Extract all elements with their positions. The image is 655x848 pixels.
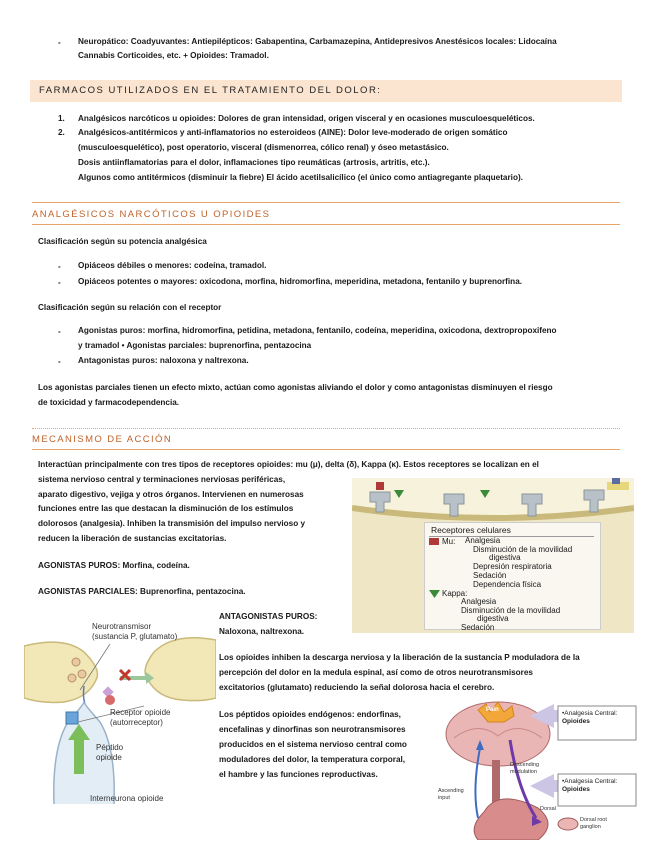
mechanism-p3-line-4: moduladores del dolor, la temperatura corporal, <box>219 755 406 764</box>
ascending-line-1: Ascending <box>438 788 464 794</box>
class2-bullet-1-line-2: y tramadol • Agonistas parciales: buprenorfina, pentazocina <box>78 341 312 350</box>
item-2-line-1: Analgésicos-antitérmicos y anti-inflamatorios no esteroideos (AINE): Dolor leve-moderado de origen somático <box>78 128 508 137</box>
central-analgesia-1-line-1: •Analgesia Central: <box>562 710 618 717</box>
section-header-farmacos <box>30 80 622 102</box>
receptor-label-line-1: Receptor opioide <box>110 708 171 717</box>
kappa-label: Kappa: <box>442 589 468 598</box>
dorsal-root-label <box>580 817 607 831</box>
central-analgesia-label-1 <box>562 710 617 726</box>
descending-line-1: Descending <box>510 762 540 768</box>
peptide-label-line-2: opioide <box>96 753 122 762</box>
class2-title: Clasificación según su relación con el receptor <box>38 303 222 312</box>
class1-bullet-2: Opiáceos potentes o mayores: oxicodona, morfina, hidromorfina, meperidina, metadona, fentanilo y buprenorfina. <box>78 277 523 286</box>
kappa-item: Disminución de la movilidad <box>461 605 561 615</box>
bullet-dash: - <box>58 38 61 47</box>
class2-bullet-1-line-1: Agonistas puros: morfina, hidromorfina, petidina, metadona, fentanilo, codeína, meperidina, oxicodona, dextropropoxifeno <box>78 326 557 335</box>
item-2-line-4: Algunos como antitérmicos (disminuir la fiebre) El ácido acetilsalicílico (el único como antiagregante plaquetario). <box>78 173 523 182</box>
dorsal-horn-label: Dorsal <box>540 806 556 812</box>
mechanism-p1-line-2: sistema nervioso central y terminaciones nerviosas periféricas, <box>38 475 286 484</box>
class2-bullet-2: Antagonistas puros: naloxona y naltrexona. <box>78 356 249 365</box>
kappa-items <box>461 598 560 633</box>
mu-label: Mu: <box>442 537 456 546</box>
mechanism-p2-line-3: excitatorios (glutamato) reduciendo la señal dolorosa hacia el cerebro. <box>219 683 495 692</box>
mu-swatch <box>429 538 439 545</box>
kappa-swatch <box>429 590 440 598</box>
central-analgesia-label-2 <box>562 778 617 794</box>
bullet-dash: - <box>58 262 61 271</box>
mu-item: Depresión respiratoria <box>473 562 552 572</box>
mechanism-p3-line-3: producidos en el sistema nervioso central como <box>219 740 407 749</box>
receptor-label-line-2: (autorreceptor) <box>110 718 163 727</box>
section-underline <box>32 449 620 450</box>
receptor-figure <box>352 478 634 633</box>
central-analgesia-2-line-2: Opioides <box>562 786 590 793</box>
neurotransmitter-label <box>92 622 177 642</box>
ascending-line-2: input <box>438 795 450 801</box>
mechanism-p3-line-5: el hambre y las funciones reproductivas. <box>219 770 378 779</box>
mechanism-p3-line-1: Los péptidos opioides endógenos: endorfinas, <box>219 710 401 719</box>
ascending-label <box>438 788 464 802</box>
receptor-legend-box <box>424 522 601 633</box>
mechanism-p1-line-5: dolorosos (analgesia). Inhiben la transmisión del impulso nervioso y <box>38 519 306 528</box>
agonistas-parciales: AGONISTAS PARCIALES: Buprenorfina, pentazocina. <box>38 587 246 596</box>
dorsal-root-line-2: ganglion <box>580 824 601 830</box>
mechanism-p3-line-2: encefalinas y dinorfinas son neurotransmisores <box>219 725 406 734</box>
mechanism-p1-line-1: Interactúan principalmente con tres tipos de receptores opioides: mu (μ), delta (δ), Kappa (κ). Estos receptores se localizan en el <box>38 460 539 469</box>
item-2-line-3: Dosis antiinflamatorias para el dolor, inflamaciones tipo reumáticas (artrosis, artritis, etc.). <box>78 158 430 167</box>
partial-agonists-para-line-2: de toxicidad y farmacodependencia. <box>38 398 180 407</box>
partial-agonists-para-line-1: Los agonistas parciales tienen un efecto mixto, actúan como agonistas aliviando el dolor y como antagonistas disminuyen el riesgo <box>38 383 553 392</box>
receptor-label <box>110 708 170 728</box>
mu-item: digestiva <box>489 553 521 563</box>
antagonistas-title: ANTAGONISTAS PUROS: <box>219 612 318 621</box>
class1-bullet-1: Opiáceos débiles o menores: codeína, tramadol. <box>78 261 267 270</box>
mechanism-p2-line-1: Los opioides inhiben la descarga nerviosa y la liberación de la sustancia P moduladora de la <box>219 653 580 662</box>
synapse-figure <box>24 618 216 810</box>
intro-line-2: Cannabis Corticoides, etc. + Opioides: Tramadol. <box>78 51 269 60</box>
section-underline <box>32 224 620 225</box>
brain-figure <box>418 700 638 840</box>
bullet-dash: - <box>58 278 61 287</box>
descending-line-2: modulation <box>510 769 537 775</box>
pain-label: Pain <box>486 707 499 713</box>
mu-items <box>465 537 572 589</box>
mechanism-p2-line-2: percepción del dolor en la medula espinal, así como de otros neurotransmisores <box>219 668 533 677</box>
mechanism-p1-line-3: aparato digestivo, vejiga y otros órganos. Intervienen en numerosas <box>38 490 304 499</box>
section-title: FARMACOS UTILIZADOS EN EL TRATAMIENTO DEL DOLOR: <box>39 85 382 96</box>
mu-item: Analgesia <box>465 536 501 545</box>
interneuron-label: Interneurona opioide <box>90 794 164 803</box>
kappa-item: digestiva <box>477 614 509 624</box>
item-2-line-2: (musculoesquelético), post operatorio, visceral (dismenorrea, cólico renal) y óseo metastásico. <box>78 143 449 152</box>
neurotransmitter-label-line-2: (sustancia P, glutamato) <box>92 632 178 641</box>
list-number-1: 1. <box>58 114 65 123</box>
class1-title: Clasificación según su potencia analgésica <box>38 237 207 246</box>
descending-label <box>510 762 539 776</box>
peptide-label <box>96 743 123 763</box>
peptide-label-line-1: Péptido <box>96 743 124 752</box>
mechanism-p1-line-6: reducen la liberación de sustancias excitatorias. <box>38 534 227 543</box>
mechanism-p1-line-4: funciones entre las que destacan la disminución de los estímulos <box>38 504 294 513</box>
section-divider <box>32 428 620 429</box>
list-number-2: 2. <box>58 128 65 137</box>
item-1: Analgésicos narcóticos u opioides: Dolores de gran intensidad, origen visceral y en ocasiones musculoesqueléticos. <box>78 114 535 123</box>
bullet-dash: - <box>58 357 61 366</box>
section-divider <box>32 202 620 203</box>
neurotransmitter-label-line-1: Neurotransmisor <box>92 622 152 631</box>
mu-item: Dependencia física <box>473 579 542 589</box>
antagonistas-list: Naloxona, naltrexona. <box>219 627 305 636</box>
agonistas-puros: AGONISTAS PUROS: Morfina, codeína. <box>38 561 190 570</box>
kappa-item: Sedación <box>461 623 495 633</box>
mu-item: Disminución de la movilidad <box>473 544 573 554</box>
central-analgesia-2-line-1: •Analgesia Central: <box>562 778 618 785</box>
section-title-mecanismo: MECANISMO DE ACCIÓN <box>32 434 173 445</box>
receptor-box-title: Receptores celulares <box>431 525 511 535</box>
bullet-dash: - <box>58 327 61 336</box>
dorsal-root-line-1: Dorsal root <box>580 817 607 823</box>
central-analgesia-1-line-2: Opioides <box>562 718 590 725</box>
intro-line-1: Neuropático: Coadyuvantes: Antiepilépticos: Gabapentina, Carbamazepina, Antidepresivos Anestésicos locales: Lidocaína <box>78 37 557 46</box>
mu-item: Sedación <box>473 570 507 580</box>
kappa-item: Analgesia <box>461 597 497 606</box>
section-title-analgesicos: ANALGÉSICOS NARCÓTICOS U OPIOIDES <box>32 209 271 220</box>
